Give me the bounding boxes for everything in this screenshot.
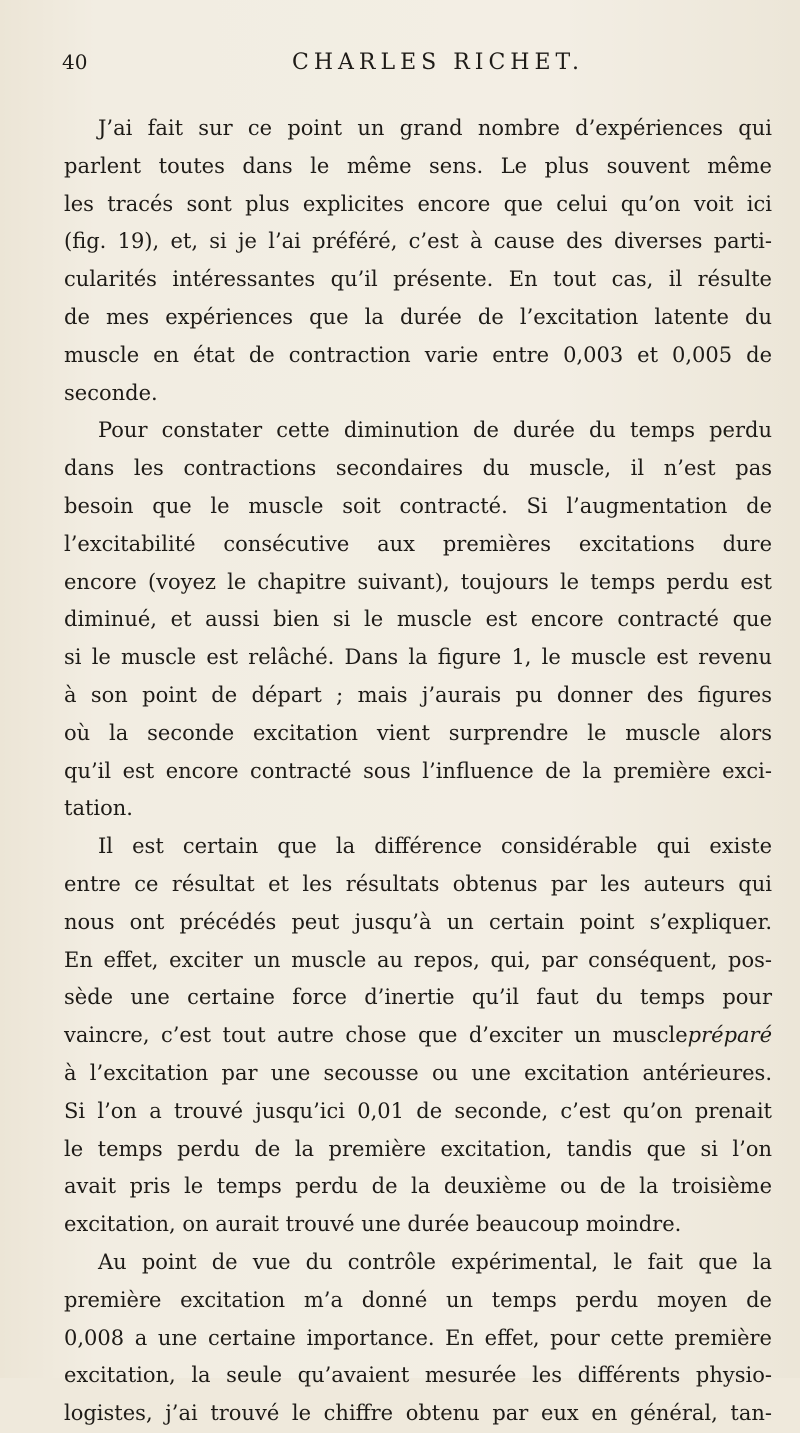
text-line bbox=[64, 601, 772, 639]
text-line bbox=[64, 866, 772, 904]
text-line-content: muscle en état de contraction varie entre 0,003 et 0,005 de bbox=[64, 342, 772, 367]
text-line bbox=[64, 715, 772, 753]
text-line-content: l’excitabilité consécutive aux premières excitations dure bbox=[64, 531, 772, 556]
text-line-content: vaincre, c’est tout autre chose que d’exciter un muscle bbox=[64, 1023, 688, 1048]
text-line bbox=[64, 790, 772, 828]
text-line bbox=[64, 337, 772, 375]
text-line-content: à son point de départ ; mais j’aurais pu donner des figures bbox=[64, 682, 772, 707]
text-line bbox=[64, 412, 772, 450]
text-line-content: Au point de vue du contrôle expérimental, le fait que la bbox=[98, 1249, 772, 1274]
text-line bbox=[64, 1017, 772, 1055]
body-text bbox=[64, 110, 772, 1433]
text-line bbox=[64, 261, 772, 299]
text-line-content: tation. bbox=[64, 796, 133, 821]
page-number: 40 bbox=[62, 50, 88, 74]
text-line-content: J’ai fait sur ce point un grand nombre d’expériences qui bbox=[98, 116, 772, 140]
text-line bbox=[64, 639, 772, 677]
text-line bbox=[64, 677, 772, 715]
text-line-content: besoin que le muscle soit contracté. Si l’augmentation de bbox=[64, 493, 772, 518]
text-line bbox=[64, 1168, 772, 1206]
text-line bbox=[64, 223, 772, 261]
text-line-content: sède une certaine force d’inertie qu’il faut du temps pour bbox=[64, 985, 772, 1010]
text-line bbox=[64, 1282, 772, 1320]
text-line-content: excitation, on aurait trouvé une durée beaucoup moindre. bbox=[64, 1212, 682, 1237]
text-line-content: Pour constater cette diminution de durée du temps perdu bbox=[98, 418, 772, 443]
text-line bbox=[64, 148, 772, 186]
text-line bbox=[64, 186, 772, 224]
text-line bbox=[64, 1206, 772, 1244]
text-line-content: nous ont précédés peut jusqu’à un certain point s’expliquer. bbox=[64, 909, 772, 934]
text-line bbox=[64, 450, 772, 488]
text-line bbox=[64, 1395, 772, 1433]
text-line bbox=[64, 110, 772, 148]
text-line-content: 0,008 a une certaine importance. En effet, pour cette première bbox=[64, 1325, 772, 1350]
text-line bbox=[64, 1244, 772, 1282]
text-line-content: de mes expériences que la durée de l’excitation latente du bbox=[64, 304, 772, 329]
text-line bbox=[64, 1055, 772, 1093]
text-line-content: excitation, la seule qu’avaient mesurée les différents physio- bbox=[64, 1363, 772, 1388]
text-line bbox=[64, 526, 772, 564]
text-line-content: cularités intéressantes qu’il présente. En tout cas, il résulte bbox=[64, 267, 772, 292]
text-line bbox=[64, 299, 772, 337]
text-line-content: encore (voyez le chapitre suivant), toujours le temps perdu est bbox=[64, 569, 772, 594]
text-line-content: Il est certain que la différence considérable qui existe bbox=[98, 834, 772, 859]
text-line bbox=[64, 375, 772, 413]
text-line-content: les tracés sont plus explicites encore que celui qu’on voit ici bbox=[64, 191, 772, 216]
text-line-content: logistes, j’ai trouvé le chiffre obtenu par eux en général, tan- bbox=[64, 1401, 772, 1426]
text-line-content: avait pris le temps perdu de la deuxième ou de la troisième bbox=[64, 1174, 772, 1199]
text-line bbox=[64, 979, 772, 1017]
text-line-content: En effet, exciter un muscle au repos, qui, par conséquent, pos- bbox=[64, 947, 772, 972]
text-line bbox=[64, 488, 772, 526]
running-title: CHARLES RICHET. bbox=[292, 50, 584, 75]
text-line-content: seconde. bbox=[64, 380, 158, 405]
italic-word: préparé bbox=[687, 1023, 772, 1048]
text-line-content: diminué, et aussi bien si le muscle est encore contracté que bbox=[64, 607, 772, 632]
text-line bbox=[64, 564, 772, 602]
text-line bbox=[64, 1320, 772, 1358]
text-line bbox=[64, 1131, 772, 1169]
running-head bbox=[62, 50, 742, 84]
text-line bbox=[64, 904, 772, 942]
text-line bbox=[64, 753, 772, 791]
text-line bbox=[64, 1357, 772, 1395]
text-line-content: dans les contractions secondaires du muscle, il n’est pas bbox=[64, 456, 772, 481]
text-line bbox=[64, 1093, 772, 1131]
text-line-content: qu’il est encore contracté sous l’influence de la première exci- bbox=[64, 758, 772, 783]
text-line-content: entre ce résultat et les résultats obtenus par les auteurs qui bbox=[64, 871, 772, 896]
text-line-content: Si l’on a trouvé jusqu’ici 0,01 de seconde, c’est qu’on prenait bbox=[64, 1098, 772, 1123]
text-line-content: le temps perdu de la première excitation, tandis que si l’on bbox=[64, 1136, 772, 1161]
text-line-content: première excitation m’a donné un temps perdu moyen de bbox=[64, 1287, 772, 1312]
text-line-content: où la seconde excitation vient surprendre le muscle alors bbox=[64, 720, 772, 745]
text-line bbox=[64, 828, 772, 866]
text-line-content: parlent toutes dans le même sens. Le plus souvent même bbox=[64, 153, 772, 178]
text-line-content: à l’excitation par une secousse ou une excitation antérieures. bbox=[64, 1060, 772, 1085]
text-line-content: (fig. 19), et, si je l’ai préféré, c’est à cause des diverses parti- bbox=[64, 229, 772, 254]
text-line-content: si le muscle est relâché. Dans la figure 1, le muscle est revenu bbox=[64, 645, 772, 670]
text-line bbox=[64, 942, 772, 980]
